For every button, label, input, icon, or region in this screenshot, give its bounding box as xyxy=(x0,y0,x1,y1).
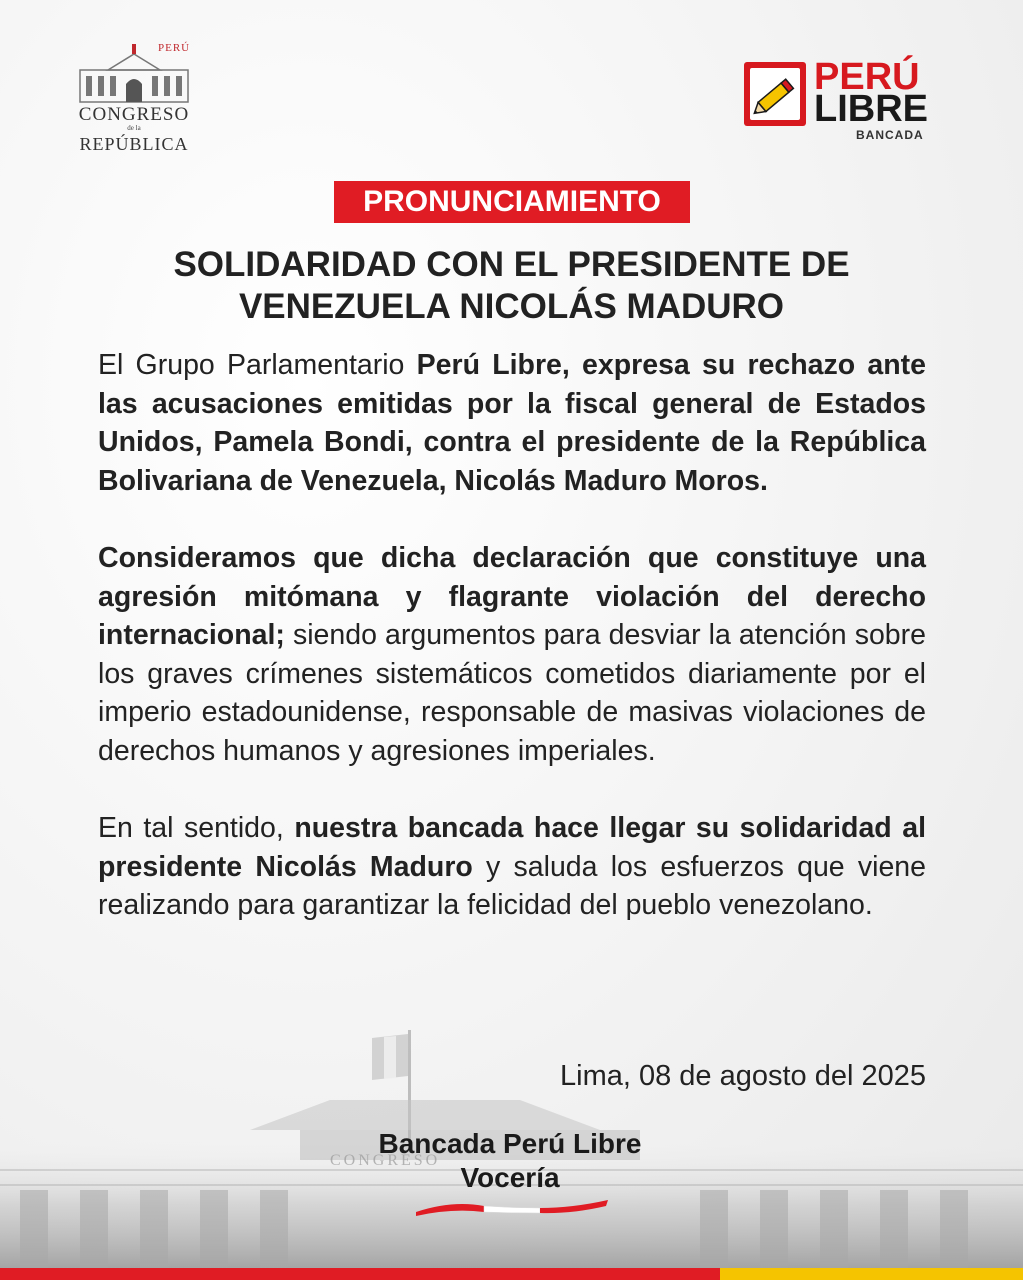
pencil-icon xyxy=(744,62,806,126)
p2-normal: siendo argumentos para desviar la atención sobre los graves crímenes sistemáticos cometidos diariamente por el imperio estadounidense, responsable de masivas violaciones de derechos humanos y agresiones imperiales. xyxy=(98,619,926,767)
peru-libre-logo xyxy=(744,56,944,152)
signature-line-2: Vocería xyxy=(460,1162,560,1193)
building-sign-text: CONGRESO xyxy=(330,1152,441,1169)
p3-normal-a: En tal sentido, xyxy=(98,812,295,844)
logo-word-peru: PERÚ xyxy=(814,56,920,98)
logo-word-libre: LIBRE xyxy=(814,88,928,130)
pronunciamiento-label xyxy=(334,181,690,223)
congreso-line1: CONGRESO xyxy=(78,104,190,125)
document-title xyxy=(60,244,963,328)
paragraph-1 xyxy=(98,346,926,500)
congreso-logo xyxy=(76,40,196,160)
flag-swoosh-icon xyxy=(412,1196,612,1220)
p2-bold: Consideramos que dicha declaración que constituye una agresión mitómana y flagrante violación del derecho internacional; xyxy=(98,542,926,651)
document-body xyxy=(98,346,926,964)
signature-line-1: Bancada Perú Libre xyxy=(378,1128,642,1159)
pronunciamiento-text: PRONUNCIAMIENTO xyxy=(363,185,661,218)
p1-normal: El Grupo Parlamentario xyxy=(98,349,417,381)
p1-bold: Perú Libre, expresa su rechazo ante las acusaciones emitidas por la fiscal general de Estados Unidos, Pamela Bondi, contra el presidente de la República Bolivariana de Venezuela, Nicolás Maduro Moros. xyxy=(98,349,926,497)
logo-word-bancada: BANCADA xyxy=(856,128,924,142)
bottom-bar-red xyxy=(0,1268,720,1280)
bottom-bar-yellow xyxy=(720,1268,1023,1280)
document-date: Lima, 08 de agosto del 2025 xyxy=(560,1060,926,1092)
paragraph-3 xyxy=(98,809,926,925)
title-line-2: VENEZUELA NICOLÁS MADURO xyxy=(238,287,785,326)
p3-normal-c: y saluda los esfuerzos que viene realizando para garantizar la felicidad del pueblo venezolano. xyxy=(98,850,926,921)
paragraph-2 xyxy=(98,539,926,770)
congreso-country: PERÚ xyxy=(158,42,191,54)
bottom-color-bar xyxy=(0,1268,1023,1280)
signature xyxy=(360,1127,660,1195)
p3-bold: nuestra bancada hace llegar su solidaridad al presidente Nicolás Maduro xyxy=(98,812,926,883)
title-line-1: SOLIDARIDAD CON EL PRESIDENTE DE xyxy=(173,245,850,284)
pencil-badge xyxy=(744,62,806,126)
congreso-line3: REPÚBLICA xyxy=(79,134,189,154)
congreso-line2: de la xyxy=(127,124,141,132)
